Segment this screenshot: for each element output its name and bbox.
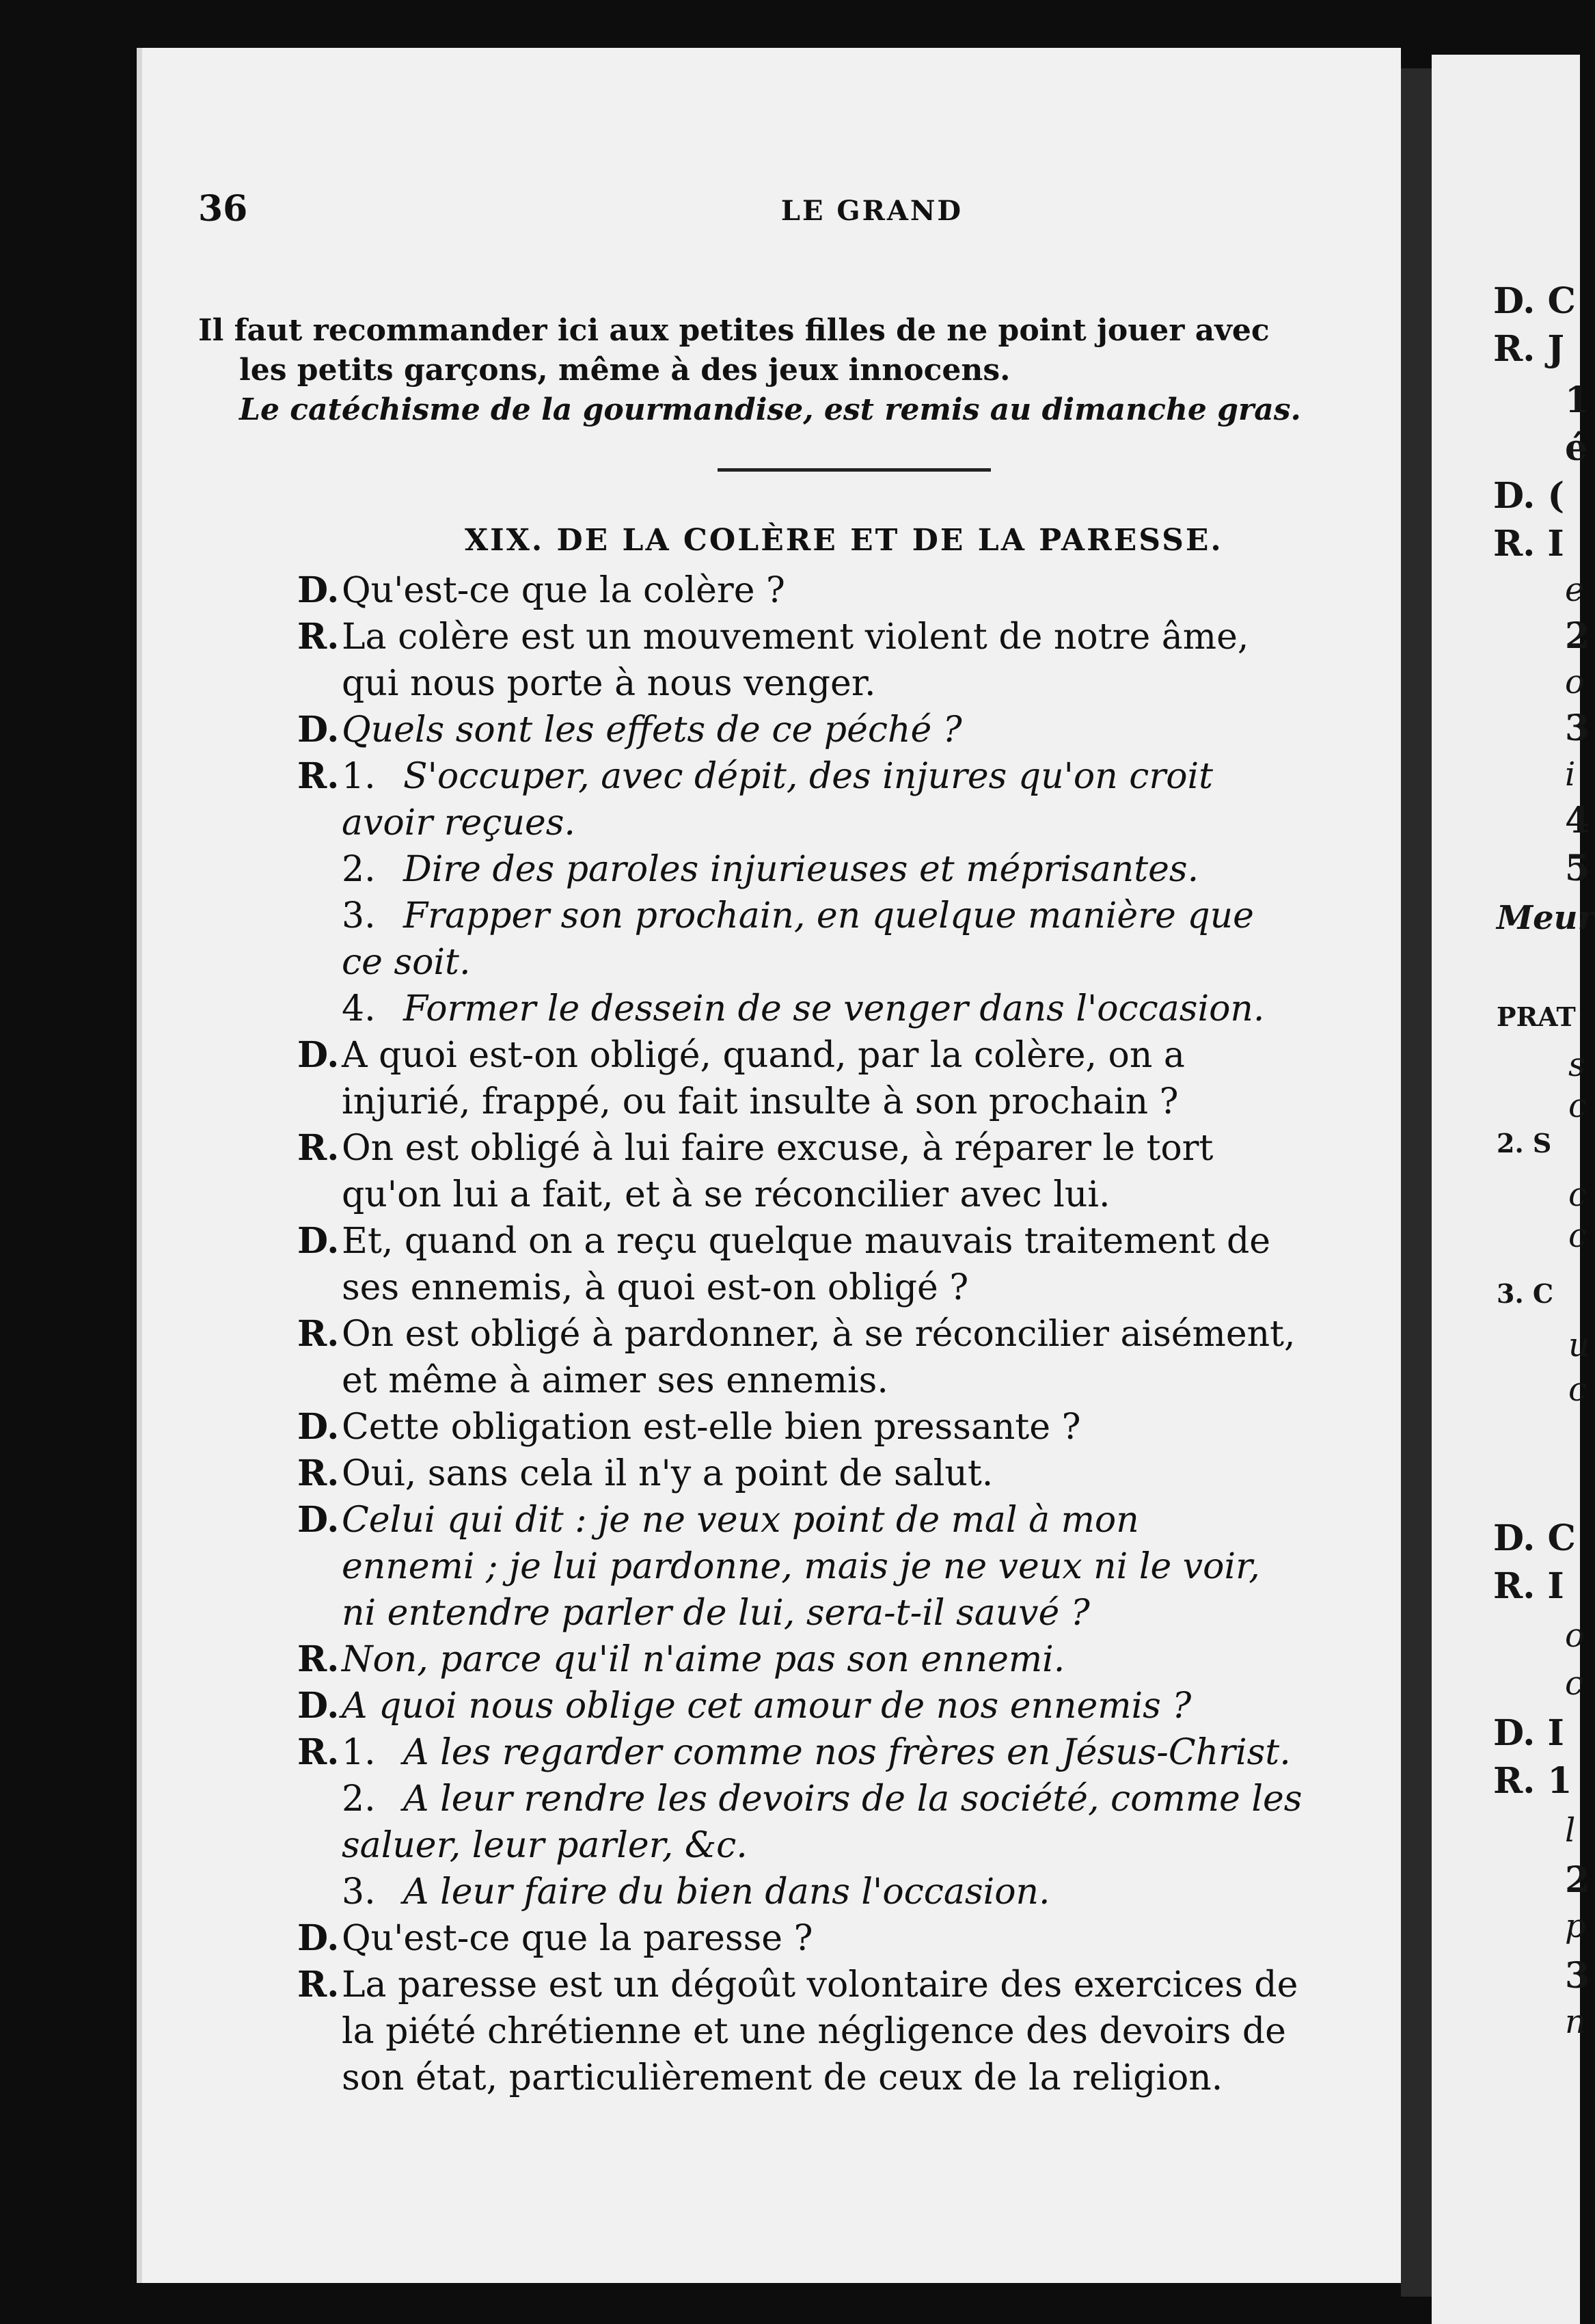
- facing-fragment: c: [1568, 1370, 1587, 1409]
- book-spine: [1401, 68, 1432, 2297]
- text-line: ce soit.: [342, 942, 471, 983]
- speaker-label: R.: [297, 1452, 340, 1494]
- answer: [297, 1125, 1394, 1218]
- text-line: La paresse est un dégoût volontaire des exercices de: [342, 1964, 1298, 2005]
- facing-fragment: 4: [1565, 800, 1590, 841]
- text-line: qui nous porte à nous venger.: [342, 663, 876, 704]
- facing-page-fragment: [1432, 55, 1595, 2324]
- facing-fragment: 2. S: [1497, 1128, 1552, 1159]
- facing-fragment: c: [1568, 1087, 1587, 1125]
- facing-fragment: D. C: [1493, 280, 1576, 322]
- text-line: La colère est un mouvement violent de notre âme,: [342, 617, 1249, 658]
- facing-fragment: 2: [1565, 1859, 1590, 1901]
- speaker-label: D.: [297, 1685, 340, 1727]
- speaker-label: D.: [297, 1034, 340, 1076]
- answer: [297, 1636, 1394, 1683]
- text-line: Qu'est-ce que la colère ?: [342, 570, 785, 611]
- facing-fragment: PRAT: [1497, 1001, 1576, 1032]
- speaker-label: D.: [297, 709, 340, 751]
- facing-fragment: l: [1565, 1811, 1576, 1850]
- text-line: la piété chrétienne et une négligence des devoirs de: [342, 2011, 1286, 2052]
- item-number: 3.: [342, 1872, 376, 1913]
- text-line: Celui qui dit : je ne veux point de mal à mon: [342, 1500, 1139, 1541]
- facing-fragment: c: [1568, 1176, 1587, 1214]
- question: [297, 707, 1394, 753]
- facing-fragment: 3: [1565, 707, 1590, 749]
- facing-fragment: e: [1565, 571, 1585, 609]
- speaker-label: D.: [297, 1220, 340, 1262]
- item-number: 1.: [342, 756, 376, 797]
- facing-fragment: o: [1565, 663, 1585, 701]
- text-line: injurié, frappé, ou fait insulte à son prochain ?: [342, 1081, 1179, 1122]
- item-number: 4.: [342, 988, 376, 1029]
- answer: [297, 1450, 1394, 1497]
- speaker-label: R.: [297, 1964, 340, 2005]
- note-line: Le catéchisme de la gourmandise, est remis au dimanche gras.: [239, 392, 1301, 427]
- question: [297, 1404, 1394, 1450]
- speaker-label: R.: [297, 616, 340, 658]
- question: [297, 1218, 1394, 1311]
- speaker-label: R.: [297, 1731, 340, 1773]
- text-line: On est obligé à lui faire excuse, à réparer le tort: [342, 1128, 1214, 1169]
- answer: [297, 753, 1394, 1032]
- facing-fragment: D. I: [1493, 1712, 1564, 1754]
- running-head: LE GRAND: [780, 195, 964, 227]
- facing-fragment: i: [1565, 755, 1576, 794]
- speaker-label: R.: [297, 1313, 340, 1355]
- facing-fragment: 3: [1565, 1955, 1590, 1997]
- note-line: Il faut recommander ici aux petites filles de ne point jouer avec: [198, 313, 1270, 348]
- facing-fragment: D. C: [1493, 1517, 1576, 1559]
- item-number: 3.: [342, 895, 376, 936]
- facing-fragment: n: [1565, 2003, 1586, 2041]
- speaker-label: R.: [297, 1638, 340, 1680]
- answer: [297, 1729, 1394, 1915]
- answer: [297, 1962, 1394, 2101]
- facing-fragment: 1: [1565, 379, 1590, 421]
- speaker-label: D.: [297, 1917, 340, 1959]
- text-line: saluer, leur parler, &c.: [342, 1825, 748, 1866]
- page-header: [198, 188, 1546, 243]
- speaker-label: R.: [297, 755, 340, 797]
- question: [297, 1032, 1394, 1125]
- text-line: Et, quand on a reçu quelque mauvais traitement de: [342, 1221, 1271, 1262]
- facing-fragment: c: [1568, 1217, 1587, 1255]
- text-line: A les regarder comme nos frères en Jésus-Christ.: [403, 1732, 1291, 1773]
- text-line: et même à aimer ses ennemis.: [342, 1360, 888, 1401]
- text-line: qu'on lui a fait, et à se réconcilier avec lui.: [342, 1174, 1110, 1215]
- text-line: ennemi ; je lui pardonne, mais je ne veux ni le voir,: [342, 1546, 1260, 1587]
- speaker-label: D.: [297, 1499, 340, 1541]
- text-line: A quoi est-on obligé, quand, par la colère, on a: [342, 1035, 1185, 1076]
- speaker-label: D.: [297, 1406, 340, 1448]
- facing-fragment: D. (: [1493, 475, 1565, 517]
- facing-fragment: é: [1565, 427, 1588, 469]
- text-line: A quoi nous oblige cet amour de nos ennemis ?: [342, 1686, 1192, 1727]
- question: [297, 1915, 1394, 1962]
- facing-fragment: R. I: [1493, 523, 1564, 565]
- facing-fragment: 3. C: [1497, 1278, 1554, 1309]
- question: [297, 1683, 1394, 1729]
- speaker-label: D.: [297, 569, 340, 611]
- section-title: XIX. DE LA COLÈRE ET DE LA PARESSE.: [465, 523, 1223, 558]
- text-line: Oui, sans cela il n'y a point de salut.: [342, 1453, 994, 1494]
- text-line: A leur rendre les devoirs de la société, comme les: [403, 1779, 1303, 1820]
- facing-fragment: c: [1565, 1664, 1583, 1703]
- question: [297, 567, 1394, 614]
- facing-fragment: R. I: [1493, 1565, 1564, 1607]
- text-line: Dire des paroles injurieuses et méprisantes.: [403, 849, 1199, 890]
- facing-fragment: 2: [1565, 615, 1590, 657]
- facing-fragment: R. J: [1493, 328, 1565, 370]
- text-line: ses ennemis, à quoi est-on obligé ?: [342, 1267, 969, 1308]
- facing-fragment: 5: [1565, 848, 1590, 889]
- speaker-label: R.: [297, 1127, 340, 1169]
- facing-fragment: p: [1565, 1907, 1586, 1945]
- item-number: 2.: [342, 1779, 376, 1820]
- text-line: Non, parce qu'il n'aime pas son ennemi.: [342, 1639, 1065, 1680]
- answer: [297, 1311, 1394, 1404]
- facing-fragment: o: [1565, 1617, 1585, 1655]
- facing-fragment: R. 1: [1493, 1760, 1572, 1802]
- text-line: Qu'est-ce que la paresse ?: [342, 1918, 813, 1959]
- facing-fragment: u: [1568, 1326, 1590, 1364]
- text-line: son état, particulièrement de ceux de la religion.: [342, 2057, 1223, 2098]
- answer: [297, 614, 1394, 707]
- text-line: S'occuper, avec dépit, des injures qu'on croit: [403, 756, 1214, 797]
- item-number: 1.: [342, 1732, 376, 1773]
- text-line: A leur faire du bien dans l'occasion.: [403, 1872, 1050, 1913]
- text-line: Former le dessein de se venger dans l'occasion.: [403, 988, 1265, 1029]
- text-line: Cette obligation est-elle bien pressante ?: [342, 1407, 1081, 1448]
- item-number: 2.: [342, 849, 376, 890]
- facing-fragment: Meur: [1497, 899, 1595, 937]
- page-number: 36: [198, 188, 248, 230]
- note-line: les petits garçons, même à des jeux innocens.: [239, 353, 1011, 388]
- introductory-note: [198, 311, 1374, 430]
- text-line: avoir reçues.: [342, 802, 575, 843]
- text-line: Frapper son prochain, en quelque manière que: [403, 895, 1254, 936]
- question: [297, 1497, 1394, 1636]
- facing-fragment: s: [1568, 1046, 1585, 1084]
- section-divider: [718, 468, 991, 472]
- question-answer-list: [297, 567, 1394, 2101]
- text-line: Quels sont les effets de ce péché ?: [342, 710, 962, 751]
- text-line: ni entendre parler de lui, sera-t-il sauvé ?: [342, 1593, 1090, 1634]
- text-line: On est obligé à pardonner, à se réconcilier aisément,: [342, 1314, 1296, 1355]
